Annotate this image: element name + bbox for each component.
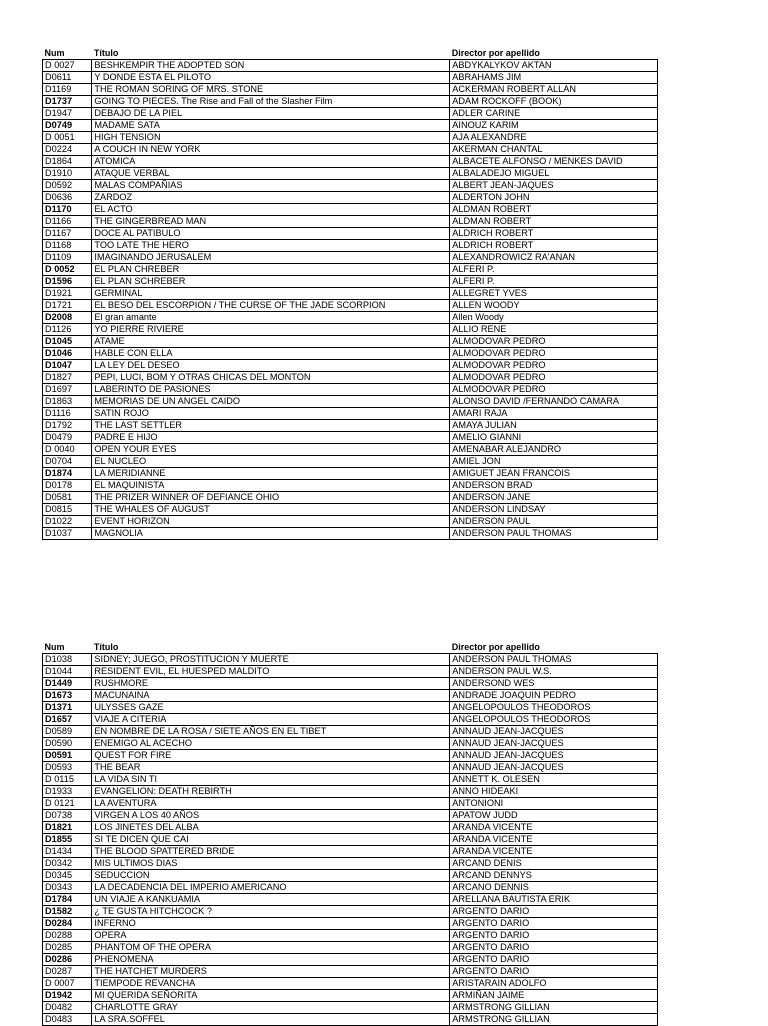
cell-titulo: MACUNAINA xyxy=(92,690,450,702)
cell-director: ARMSTRONG GILLIAN xyxy=(450,1014,658,1026)
header-director: Director por apellido xyxy=(451,642,540,652)
table-row xyxy=(43,228,658,240)
table-row xyxy=(43,312,658,324)
cell-titulo: SI TE DICEN QUE CAI xyxy=(92,834,450,846)
cell-director: ALMODOVAR PEDRO xyxy=(450,336,658,348)
cell-num: D0285 xyxy=(43,942,92,954)
cell-director: ALMODOVAR PEDRO xyxy=(450,360,658,372)
cell-num: D0636 xyxy=(43,192,92,204)
cell-titulo: ¿ TE GUSTA HITCHCOCK ? xyxy=(92,906,450,918)
cell-num: D1827 xyxy=(43,372,92,384)
cell-director: ALONSO DAVID /FERNANDO CAMARA xyxy=(450,396,658,408)
cell-titulo: SIDNEY; JUEGO, PROSTITUCION Y MUERTE xyxy=(92,654,450,666)
cell-director: ARCAND DENIS xyxy=(450,858,658,870)
cell-titulo: GOING TO PIECES. The Rise and Fall of the Slasher Film xyxy=(92,96,450,108)
cell-titulo: THE BEAR xyxy=(92,762,450,774)
table-row xyxy=(43,978,658,990)
cell-num: D1821 xyxy=(43,822,92,834)
cell-titulo: SEDUCCION xyxy=(92,870,450,882)
cell-director: Allen Woody xyxy=(450,312,658,324)
table-row xyxy=(43,516,658,528)
cell-titulo: PEPI, LUCI, BOM Y OTRAS CHICAS DEL MONTON xyxy=(92,372,450,384)
table-row xyxy=(43,966,658,978)
cell-num: D 0052 xyxy=(43,264,92,276)
cell-director: ANDRADE JOAQUIN PEDRO xyxy=(450,690,658,702)
cell-num: D1168 xyxy=(43,240,92,252)
table-row xyxy=(43,384,658,396)
cell-titulo: LA VIDA SIN TI xyxy=(92,774,450,786)
cell-num: D0287 xyxy=(43,966,92,978)
cell-director: AKERMAN CHANTAL xyxy=(450,144,658,156)
cell-titulo: EVANGELION: DEATH REBIRTH xyxy=(92,786,450,798)
cell-num: D0284 xyxy=(43,918,92,930)
cell-titulo: ULYSSES GAZE xyxy=(92,702,450,714)
cell-num: D0479 xyxy=(43,432,92,444)
cell-num: D1037 xyxy=(43,528,92,540)
cell-titulo: THE ROMAN SORING OF MRS. STONE xyxy=(92,84,450,96)
cell-director: AMENABAR ALEJANDRO xyxy=(450,444,658,456)
cell-num: D0345 xyxy=(43,870,92,882)
cell-num: D 0051 xyxy=(43,132,92,144)
cell-titulo: EL MAQUINISTA xyxy=(92,480,450,492)
cell-titulo: EVENT HORIZON xyxy=(92,516,450,528)
table-row xyxy=(43,324,658,336)
movie-table-1 xyxy=(42,48,658,540)
cell-num: D0178 xyxy=(43,480,92,492)
cell-director: ARMIÑAN JAIME xyxy=(450,990,658,1002)
cell-num: D1947 xyxy=(43,108,92,120)
cell-num: D1864 xyxy=(43,156,92,168)
cell-director: ANNETT K. OLESEN xyxy=(450,774,658,786)
cell-director: ACKERMAN ROBERT ALLAN xyxy=(450,84,658,96)
cell-num: D0592 xyxy=(43,180,92,192)
cell-director: ARGENTO DARIO xyxy=(450,918,658,930)
cell-num: D0593 xyxy=(43,762,92,774)
cell-num: D1022 xyxy=(43,516,92,528)
table-row xyxy=(43,264,658,276)
cell-num: D1784 xyxy=(43,894,92,906)
cell-director: ARCANO DENNIS xyxy=(450,882,658,894)
cell-num: D 0027 xyxy=(43,60,92,72)
cell-director: ALDRICH ROBERT xyxy=(450,240,658,252)
table-row xyxy=(43,738,658,750)
cell-titulo: ENEMIGO AL ACECHO xyxy=(92,738,450,750)
cell-titulo: LA LEY DEL DESEO xyxy=(92,360,450,372)
cell-titulo: TIEMPODE REVANCHA xyxy=(92,978,450,990)
table-row xyxy=(43,774,658,786)
table-row xyxy=(43,990,658,1002)
cell-director: ARGENTO DARIO xyxy=(450,954,658,966)
cell-num: D0611 xyxy=(43,72,92,84)
cell-num: D0591 xyxy=(43,750,92,762)
cell-num: D1942 xyxy=(43,990,92,1002)
cell-num: D1792 xyxy=(43,420,92,432)
table-row xyxy=(43,882,658,894)
cell-director: ALMODOVAR PEDRO xyxy=(450,372,658,384)
table-row xyxy=(43,96,658,108)
table-row xyxy=(43,360,658,372)
cell-director: AMIGUET JEAN FRANCOIS xyxy=(450,468,658,480)
cell-director: AMIEL JON xyxy=(450,456,658,468)
cell-num: D0482 xyxy=(43,1002,92,1014)
table-row xyxy=(43,1002,658,1014)
cell-num: D1449 xyxy=(43,678,92,690)
cell-director: ARGENTO DARIO xyxy=(450,906,658,918)
cell-num: D 0121 xyxy=(43,798,92,810)
cell-num: D1169 xyxy=(43,84,92,96)
table-row xyxy=(43,504,658,516)
table-row xyxy=(43,288,658,300)
table-row xyxy=(43,240,658,252)
table-row xyxy=(43,396,658,408)
cell-titulo: QUEST FOR FIRE xyxy=(92,750,450,762)
cell-director: ANDERSON PAUL THOMAS xyxy=(450,654,658,666)
cell-num: D1116 xyxy=(43,408,92,420)
cell-titulo: RUSHMORE xyxy=(92,678,450,690)
table-row xyxy=(43,468,658,480)
table-row xyxy=(43,822,658,834)
cell-director: ARANDA VICENTE xyxy=(450,846,658,858)
cell-director: ANDERSON LINDSAY xyxy=(450,504,658,516)
table-row xyxy=(43,762,658,774)
cell-director: ALFERI P. xyxy=(450,264,658,276)
table-row xyxy=(43,858,658,870)
cell-num: D1910 xyxy=(43,168,92,180)
cell-titulo: SATIN ROJO xyxy=(92,408,450,420)
cell-titulo: ATAME xyxy=(92,336,450,348)
cell-director: ANNAUD JEAN-JACQUES xyxy=(450,738,658,750)
cell-titulo: EL BESO DEL ESCORPION / THE CURSE OF THE JADE SCORPION xyxy=(92,300,450,312)
table-row xyxy=(43,192,658,204)
cell-director: ALBACETE ALFONSO / MENKES DAVID xyxy=(450,156,658,168)
table-row xyxy=(43,132,658,144)
cell-director: AJA ALEXANDRE xyxy=(450,132,658,144)
cell-num: D1045 xyxy=(43,336,92,348)
cell-num: D1855 xyxy=(43,834,92,846)
cell-num: D0590 xyxy=(43,738,92,750)
cell-titulo: THE HATCHET MURDERS xyxy=(92,966,450,978)
cell-num: D1044 xyxy=(43,666,92,678)
table-row xyxy=(43,846,658,858)
cell-director: ANDERSON BRAD xyxy=(450,480,658,492)
cell-director: ANDERSON PAUL THOMAS xyxy=(450,528,658,540)
table-row xyxy=(43,810,658,822)
cell-num: D0749 xyxy=(43,120,92,132)
cell-director: ANNAUD JEAN-JACQUES xyxy=(450,750,658,762)
table-row xyxy=(43,204,658,216)
table-row xyxy=(43,84,658,96)
cell-titulo: LA DECADENCIA DEL IMPERIO AMERICANO xyxy=(92,882,450,894)
cell-director: APATOW JUDD xyxy=(450,810,658,822)
table-row xyxy=(43,372,658,384)
cell-titulo: PADRE E HIJO xyxy=(92,432,450,444)
cell-num: D 0040 xyxy=(43,444,92,456)
cell-num: D1167 xyxy=(43,228,92,240)
table-row xyxy=(43,216,658,228)
table-row xyxy=(43,144,658,156)
cell-titulo: EL NUCLEO xyxy=(92,456,450,468)
cell-num: D1582 xyxy=(43,906,92,918)
cell-num: D1874 xyxy=(43,468,92,480)
cell-titulo: OPERA xyxy=(92,930,450,942)
cell-director: ALMODOVAR PEDRO xyxy=(450,348,658,360)
header-titulo: Título xyxy=(93,48,119,58)
cell-titulo: PHANTOM OF THE OPERA xyxy=(92,942,450,954)
cell-titulo: TOO LATE THE HERO xyxy=(92,240,450,252)
cell-titulo: CHARLOTTE GRAY xyxy=(92,1002,450,1014)
table-row xyxy=(43,798,658,810)
cell-director: ANDERSOND WES xyxy=(450,678,658,690)
cell-num: D1657 xyxy=(43,714,92,726)
header-num: Num xyxy=(44,48,65,58)
table-row xyxy=(43,726,658,738)
table-row xyxy=(43,120,658,132)
cell-director: ALMODOVAR PEDRO xyxy=(450,384,658,396)
header-row xyxy=(43,642,658,654)
cell-titulo: BESHKEMPIR THE ADOPTED SON xyxy=(92,60,450,72)
table-row xyxy=(43,156,658,168)
table-row xyxy=(43,954,658,966)
cell-director: ARGENTO DARIO xyxy=(450,966,658,978)
cell-director: ANNAUD JEAN-JACQUES xyxy=(450,726,658,738)
cell-titulo: GERMINAL xyxy=(92,288,450,300)
cell-num: D1166 xyxy=(43,216,92,228)
table-row xyxy=(43,930,658,942)
cell-director: ANDERSON PAUL xyxy=(450,516,658,528)
cell-titulo: PHENOMENA xyxy=(92,954,450,966)
cell-titulo: DOCE AL PATIBULO xyxy=(92,228,450,240)
cell-num: D1697 xyxy=(43,384,92,396)
cell-num: D1434 xyxy=(43,846,92,858)
table-row xyxy=(43,252,658,264)
cell-director: ANDERSON JANE xyxy=(450,492,658,504)
cell-director: ALDRICH ROBERT xyxy=(450,228,658,240)
cell-director: ALBALADEJO MIGUEL xyxy=(450,168,658,180)
cell-director: ALDMAN ROBERT xyxy=(450,204,658,216)
cell-director: ANNO HIDEAKI xyxy=(450,786,658,798)
cell-director: AMARI RAJA xyxy=(450,408,658,420)
cell-titulo: EL ACTO xyxy=(92,204,450,216)
cell-titulo: OPEN YOUR EYES xyxy=(92,444,450,456)
cell-titulo: THE LAST SETTLER xyxy=(92,420,450,432)
cell-director: ADLER CARINE xyxy=(450,108,658,120)
table-row xyxy=(43,894,658,906)
table-row xyxy=(43,942,658,954)
header-num: Num xyxy=(44,642,65,652)
table-row xyxy=(43,834,658,846)
cell-titulo: DEBAJO DE LA PIEL xyxy=(92,108,450,120)
table-row xyxy=(43,72,658,84)
cell-titulo: MIS ULTIMOS DIAS xyxy=(92,858,450,870)
table-row xyxy=(43,276,658,288)
cell-titulo: LA AVENTURA xyxy=(92,798,450,810)
cell-director: ALLIO RENE xyxy=(450,324,658,336)
table-row xyxy=(43,432,658,444)
cell-num: D1673 xyxy=(43,690,92,702)
table-row xyxy=(43,336,658,348)
cell-num: D1596 xyxy=(43,276,92,288)
cell-titulo: HABLE CON ELLA xyxy=(92,348,450,360)
cell-director: AINOUZ KARIM xyxy=(450,120,658,132)
cell-director: ARCAND DENNYS xyxy=(450,870,658,882)
cell-titulo: LABERINTO DE PASIONES xyxy=(92,384,450,396)
cell-num: D1921 xyxy=(43,288,92,300)
cell-titulo: LA SRA.SOFFEL xyxy=(92,1014,450,1026)
cell-titulo: A COUCH IN NEW YORK xyxy=(92,144,450,156)
cell-titulo: El gran amante xyxy=(92,312,450,324)
cell-titulo: MALAS COMPAÑIAS xyxy=(92,180,450,192)
cell-titulo: RESIDENT EVIL, EL HUESPED MALDITO xyxy=(92,666,450,678)
table-row xyxy=(43,408,658,420)
cell-director: ALLEN WOODY xyxy=(450,300,658,312)
cell-num: D0342 xyxy=(43,858,92,870)
table-row xyxy=(43,678,658,690)
table-row xyxy=(43,786,658,798)
cell-director: ARANDA VICENTE xyxy=(450,822,658,834)
table-row xyxy=(43,60,658,72)
cell-director: ANDERSON PAUL W.S. xyxy=(450,666,658,678)
cell-num: D0288 xyxy=(43,930,92,942)
table-row xyxy=(43,492,658,504)
cell-titulo: THE PRIZER WINNER OF DEFIANCE OHIO xyxy=(92,492,450,504)
header-row xyxy=(43,48,658,60)
table-row xyxy=(43,750,658,762)
cell-num: D0224 xyxy=(43,144,92,156)
cell-director: ABRAHAMS JIM xyxy=(450,72,658,84)
cell-titulo: THE BLOOD SPATTERED BRIDE xyxy=(92,846,450,858)
cell-num: D1933 xyxy=(43,786,92,798)
cell-num: D1109 xyxy=(43,252,92,264)
table-row xyxy=(43,654,658,666)
table-row xyxy=(43,420,658,432)
cell-num: D 0115 xyxy=(43,774,92,786)
cell-num: D1046 xyxy=(43,348,92,360)
cell-titulo: VIRGEN A LOS 40 AÑOS xyxy=(92,810,450,822)
cell-num: D1371 xyxy=(43,702,92,714)
cell-num: D0286 xyxy=(43,954,92,966)
cell-director: ARELLANA BAUTISTA ERIK xyxy=(450,894,658,906)
table-row xyxy=(43,456,658,468)
cell-num: D0815 xyxy=(43,504,92,516)
cell-titulo: ATOMICA xyxy=(92,156,450,168)
table-row xyxy=(43,444,658,456)
cell-titulo: EN NOMBRE DE LA ROSA / SIETE AÑOS EN EL TIBET xyxy=(92,726,450,738)
cell-titulo: MAGNOLIA xyxy=(92,528,450,540)
cell-director: ABDYKALYKOV AKTAN xyxy=(450,60,658,72)
table-row xyxy=(43,918,658,930)
table-row xyxy=(43,690,658,702)
table-row xyxy=(43,168,658,180)
cell-director: ALBERT JEAN-JAQUES xyxy=(450,180,658,192)
table-row xyxy=(43,714,658,726)
cell-director: ANNAUD JEAN-JACQUES xyxy=(450,762,658,774)
cell-director: AMAYA JULIAN xyxy=(450,420,658,432)
cell-titulo: THE GINGERBREAD MAN xyxy=(92,216,450,228)
cell-num: D2008 xyxy=(43,312,92,324)
cell-num: D0581 xyxy=(43,492,92,504)
cell-titulo: IMAGINANDO JERUSALEM xyxy=(92,252,450,264)
header-director: Director por apellido xyxy=(451,48,540,58)
table-row xyxy=(43,180,658,192)
cell-director: ARISTARAIN ADOLFO xyxy=(450,978,658,990)
cell-titulo: MEMORIAS DE UN ANGEL CAIDO xyxy=(92,396,450,408)
cell-titulo: EL PLAN CHREBER xyxy=(92,264,450,276)
cell-num: D1038 xyxy=(43,654,92,666)
cell-titulo: ZARDOZ xyxy=(92,192,450,204)
cell-director: ANGELOPOULOS THEODOROS xyxy=(450,714,658,726)
cell-num: D 0007 xyxy=(43,978,92,990)
cell-titulo: Y DONDE ESTA EL PILOTO xyxy=(92,72,450,84)
cell-num: D1126 xyxy=(43,324,92,336)
cell-director: ARANDA VICENTE xyxy=(450,834,658,846)
table-row xyxy=(43,348,658,360)
cell-director: ADAM ROCKOFF (BOOK) xyxy=(450,96,658,108)
table-row xyxy=(43,300,658,312)
cell-director: ANGELOPOULOS THEODOROS xyxy=(450,702,658,714)
cell-titulo: INFERNO xyxy=(92,918,450,930)
table-row xyxy=(43,870,658,882)
cell-num: D0738 xyxy=(43,810,92,822)
cell-num: D0589 xyxy=(43,726,92,738)
cell-num: D1721 xyxy=(43,300,92,312)
table-row xyxy=(43,666,658,678)
cell-director: ARGENTO DARIO xyxy=(450,942,658,954)
cell-director: ARMSTRONG GILLIAN xyxy=(450,1002,658,1014)
cell-titulo: LA MERIDIANNE xyxy=(92,468,450,480)
cell-titulo: LOS JINETES DEL ALBA xyxy=(92,822,450,834)
cell-titulo: EL PLAN SCHREBER xyxy=(92,276,450,288)
cell-director: ALDERTON JOHN xyxy=(450,192,658,204)
cell-director: ALEXANDROWICZ RA'ANAN xyxy=(450,252,658,264)
cell-titulo: UN VIAJE A KANKUAMIA xyxy=(92,894,450,906)
cell-director: AMELIO GIANNI xyxy=(450,432,658,444)
cell-director: ALLEGRET YVES xyxy=(450,288,658,300)
cell-num: D0704 xyxy=(43,456,92,468)
cell-titulo: ATAQUE VERBAL xyxy=(92,168,450,180)
table-row xyxy=(43,528,658,540)
table-row xyxy=(43,906,658,918)
cell-num: D1737 xyxy=(43,96,92,108)
cell-titulo: HIGH TENSION xyxy=(92,132,450,144)
header-titulo: Título xyxy=(93,642,119,652)
table-row xyxy=(43,702,658,714)
table-row xyxy=(43,480,658,492)
cell-titulo: VIAJE A CITERIA xyxy=(92,714,450,726)
cell-director: ALDMAN ROBERT xyxy=(450,216,658,228)
cell-director: ALFERI P. xyxy=(450,276,658,288)
cell-titulo: THE WHALES OF AUGUST xyxy=(92,504,450,516)
cell-director: ANTONIONI xyxy=(450,798,658,810)
cell-num: D0343 xyxy=(43,882,92,894)
cell-num: D1863 xyxy=(43,396,92,408)
cell-director: ARGENTO DARIO xyxy=(450,930,658,942)
cell-num: D1170 xyxy=(43,204,92,216)
cell-num: D0483 xyxy=(43,1014,92,1026)
cell-titulo: YO PIERRE RIVIERE xyxy=(92,324,450,336)
movie-table-2 xyxy=(42,642,658,1026)
cell-titulo: MI QUERIDA SEÑORITA xyxy=(92,990,450,1002)
cell-titulo: MADAME SATA xyxy=(92,120,450,132)
cell-num: D1047 xyxy=(43,360,92,372)
table-row xyxy=(43,108,658,120)
